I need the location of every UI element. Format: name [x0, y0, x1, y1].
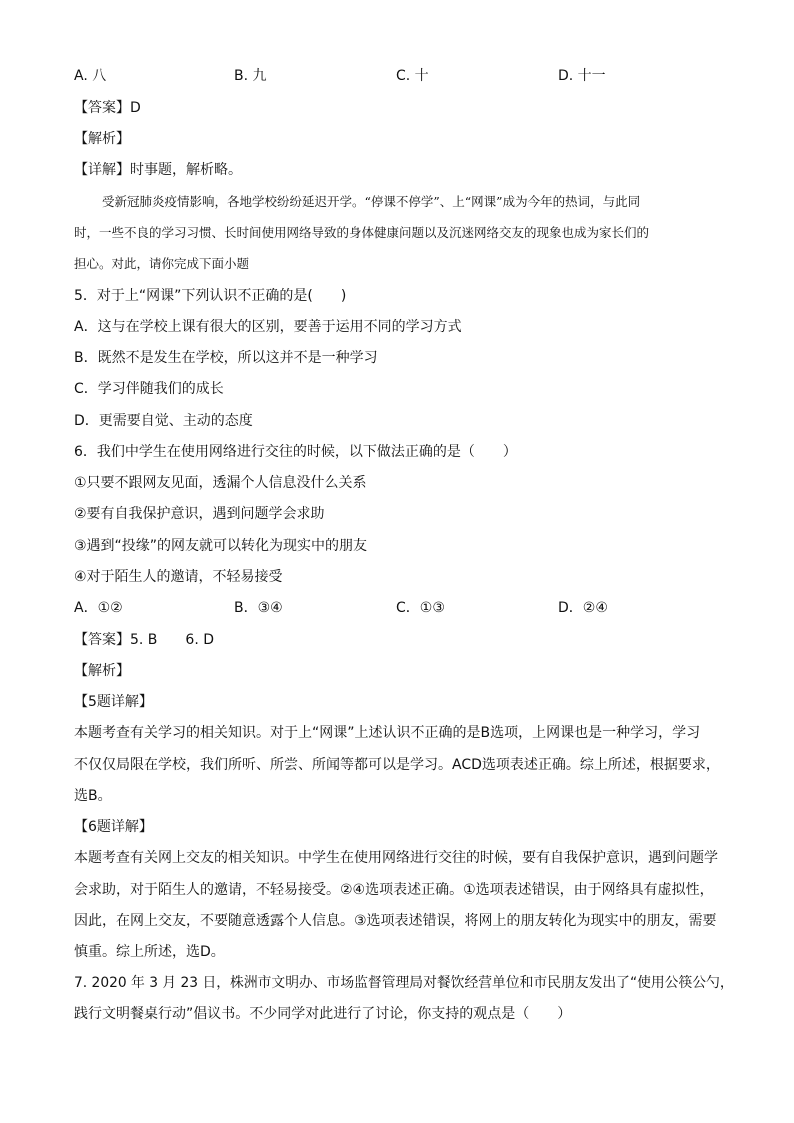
q5-option-b: B．既然不是发生在学校，所以这并不是一种学习 — [74, 350, 378, 366]
q4-option-a: A. 八 — [74, 68, 107, 84]
q6-option-d: D．②④ — [558, 600, 608, 616]
q56-answer: 【答案】5. B 6. D — [74, 632, 214, 648]
q5-detail-line-3: 选B。 — [74, 788, 112, 804]
q4-answer: 【答案】D — [74, 100, 141, 116]
q6-detail-line-3: 因此，在网上交友，不要随意透露个人信息。③选项表述错误，将网上的朋友转化为现实中的朋友，需要 — [74, 913, 717, 929]
q4-option-c: C. 十 — [396, 68, 429, 84]
q6-detail-line-2: 会求助，对于陌生人的邀请，不轻易接受。②④选项表述正确。①选项表述错误，由于网络具有虚拟性， — [74, 882, 714, 898]
q56-analysis-heading: 【解析】 — [74, 663, 130, 679]
q5-option-d: D．更需要自觉、主动的态度 — [74, 413, 253, 429]
q6-options — [74, 598, 734, 618]
q6-item-2: ②要有自我保护意识，遇到问题学会求助 — [74, 506, 325, 522]
q6-option-a: A．①② — [74, 600, 123, 616]
q7-stem-line-2: 践行文明餐桌行动”倡议书。不少同学对此进行了讨论，你支持的观点是（ ） — [74, 1006, 572, 1022]
q5-detail-heading: 【5题详解】 — [74, 694, 153, 710]
q6-detail-line-1: 本题考查有关网上交友的相关知识。中学生在使用网络进行交往的时候，要有自我保护意识，遇到问题学 — [74, 850, 718, 866]
q6-option-b: B．③④ — [234, 600, 283, 616]
q4-option-d: D. 十一 — [558, 68, 606, 84]
q6-item-1: ①只要不跟网友见面，透漏个人信息没什么关系 — [74, 475, 367, 491]
q6-stem: 6．我们中学生在使用网络进行交往的时候，以下做法正确的是（ ） — [74, 444, 517, 460]
q6-detail-heading: 【6题详解】 — [74, 819, 153, 835]
q5-detail-line-1: 本题考查有关学习的相关知识。对于上“网课”上述认识不正确的是B选项，上网课也是一种学习，学习 — [74, 725, 701, 741]
q4-options — [74, 66, 734, 86]
q6-item-4: ④对于陌生人的邀请，不轻易接受 — [74, 569, 283, 585]
material-line-2: 时，一些不良的学习习惯、长时间使用网络导致的身体健康问题以及沉迷网络交友的现象也成为家长们的 — [74, 225, 650, 240]
q4-detail: 【详解】时事题，解析略。 — [74, 162, 242, 178]
q5-option-a: A．这与在学校上课有很大的区别，要善于运用不同的学习方式 — [74, 319, 462, 335]
material-line-1: 受新冠肺炎疫情影响，各地学校纷纷延迟开学。“停课不停学”、上“网课”成为今年的热词，与此同 — [102, 194, 641, 209]
q6-item-3: ③遇到“投缘”的网友就可以转化为现实中的朋友 — [74, 538, 368, 554]
q6-detail-line-4: 慎重。综上所述，选D。 — [74, 944, 225, 960]
q6-option-c: C．①③ — [396, 600, 445, 616]
q7-stem-line-1: 7. 2020 年 3 月 23 日，株洲市文明办、市场监督管理局对餐饮经营单位和市民朋友发出了“使用公筷公勺， — [74, 975, 734, 991]
q5-option-c: C．学习伴随我们的成长 — [74, 381, 224, 397]
q5-stem: 5．对于上“网课”下列认识不正确的是( ) — [74, 288, 347, 304]
q4-analysis-heading: 【解析】 — [74, 131, 130, 147]
q4-option-b: B. 九 — [234, 68, 267, 84]
q5-detail-line-2: 不仅仅局限在学校，我们所听、所尝、所闻等都可以是学习。ACD选项表述正确。综上所述，根据要求， — [74, 757, 720, 773]
material-line-3: 担心。对此，请你完成下面小题 — [74, 256, 250, 271]
